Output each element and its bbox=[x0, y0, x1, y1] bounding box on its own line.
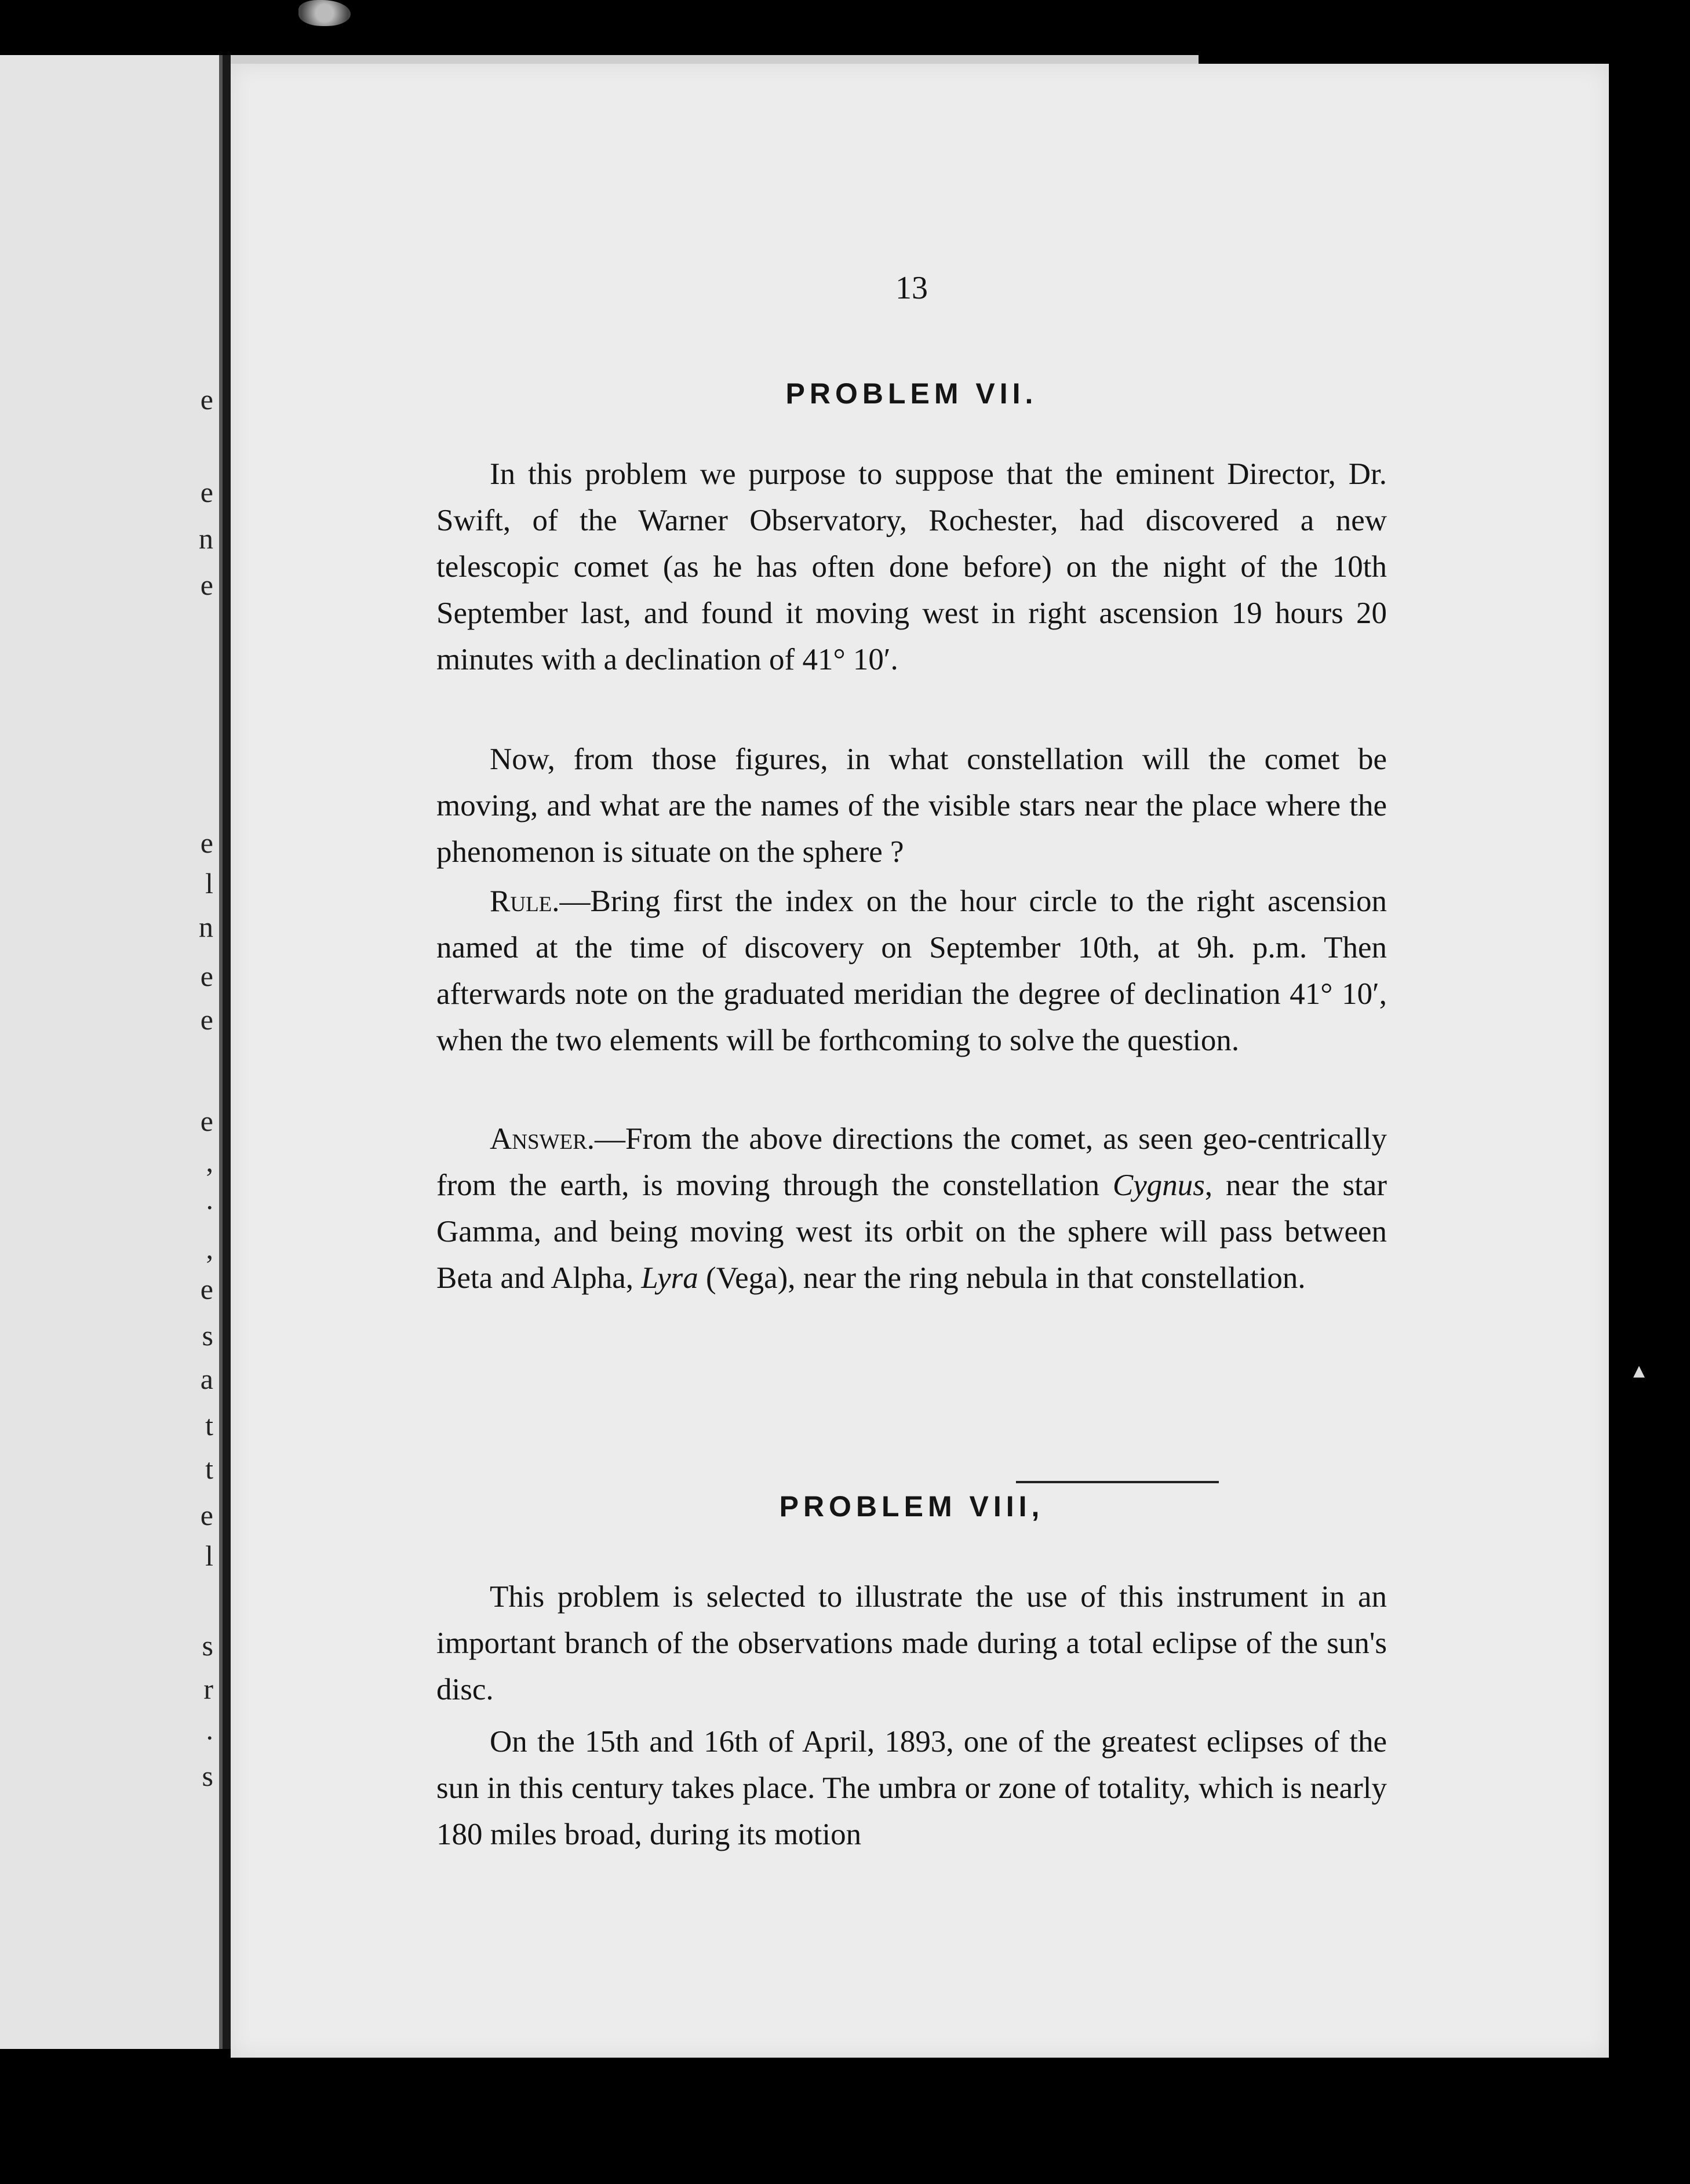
left-edge-char: e bbox=[200, 827, 213, 859]
page-number: 13 bbox=[895, 270, 928, 306]
left-edge-char: s bbox=[202, 1319, 213, 1352]
left-edge-char: e bbox=[200, 960, 213, 992]
left-edge-char: e bbox=[200, 1499, 213, 1531]
answer-label: Answer. bbox=[490, 1122, 595, 1156]
left-edge-char: a bbox=[200, 1363, 213, 1395]
left-edge-char: l bbox=[205, 867, 213, 900]
problem-7-answer bbox=[436, 1116, 1387, 1301]
left-edge-char: t bbox=[205, 1453, 213, 1485]
problem-8-paragraph-2: On the 15th and 16th of April, 1893, one of the greatest eclipses of the sun in this century takes place. The umbra or zone of totality, which is nearly 180 miles broad, during its motion bbox=[436, 1725, 1387, 1851]
left-edge-char: l bbox=[205, 1539, 213, 1572]
answer-emphasis: Lyra bbox=[641, 1261, 698, 1295]
book-gutter bbox=[223, 55, 231, 2049]
left-edge-char: r bbox=[203, 1673, 213, 1705]
problem-8-heading: PROBLEM VIII, bbox=[779, 1490, 1044, 1523]
left-edge-char: s bbox=[202, 1629, 213, 1662]
left-edge-char: , bbox=[206, 1145, 213, 1178]
answer-text: , near the star Gamma, and being moving west its orbit on the sphere will pass between Beta and Alpha, bbox=[436, 1169, 1387, 1295]
left-edge-char: e bbox=[200, 1003, 213, 1036]
problem-7-paragraph-1: In this problem we purpose to suppose that the eminent Director, Dr. Swift, of the Warner Observatory, Rochester, had discovered a new telescopic comet (as he has often done before) on the night of the 10th September last, and found it moving west in right ascension 19 hours 20 minutes with a declination of 41° 10′. bbox=[436, 457, 1387, 676]
left-edge-char: . bbox=[206, 1183, 213, 1215]
problem-7-paragraph-2: Now, from those figures, in what constellation will the comet be moving, and what are the names of the visible stars near the place where the phenomenon is situate on the sphere ? bbox=[436, 742, 1387, 869]
answer-text: —From the above directions the comet, as seen geo-centrically from the earth, is moving through the constellation bbox=[436, 1122, 1387, 1202]
section-divider bbox=[1016, 1481, 1219, 1483]
left-page-edge bbox=[0, 55, 223, 2049]
left-edge-char: e bbox=[200, 476, 213, 508]
problem-7-rule bbox=[436, 878, 1387, 1064]
book-page bbox=[231, 64, 1609, 2058]
rule-label: Rule. bbox=[490, 884, 560, 918]
ink-blot bbox=[298, 0, 351, 26]
left-edge-char: e bbox=[200, 1105, 213, 1137]
problem-7-heading: PROBLEM VII. bbox=[785, 377, 1038, 410]
left-edge-char: e bbox=[200, 1273, 213, 1305]
left-edge-char: s bbox=[202, 1760, 213, 1792]
answer-emphasis: Cygnus bbox=[1112, 1169, 1205, 1202]
left-edge-char: t bbox=[205, 1409, 213, 1442]
answer-text: (Vega), near the ring nebula in that constellation. bbox=[698, 1261, 1306, 1295]
left-edge-char: n bbox=[199, 911, 213, 943]
rule-text: —Bring first the index on the hour circle to the right ascension named at the time of discovery on September 10th, at 9h. p.m. Then afterwards note on the graduated meridian the degree of declination 41° 10′, when the two elements will be forthcoming to solve the question. bbox=[436, 884, 1387, 1057]
left-edge-char: . bbox=[206, 1713, 213, 1746]
page-edge-mark: ▴ bbox=[1633, 1357, 1645, 1383]
problem-8-paragraph-1: This problem is selected to illustrate the use of this instrument in an important branch of the observations made during a total eclipse of the sun's disc. bbox=[436, 1580, 1387, 1706]
left-edge-char: e bbox=[200, 383, 213, 416]
left-edge-char: , bbox=[206, 1232, 213, 1265]
left-edge-char: e bbox=[200, 569, 213, 601]
left-edge-char: n bbox=[199, 522, 213, 555]
